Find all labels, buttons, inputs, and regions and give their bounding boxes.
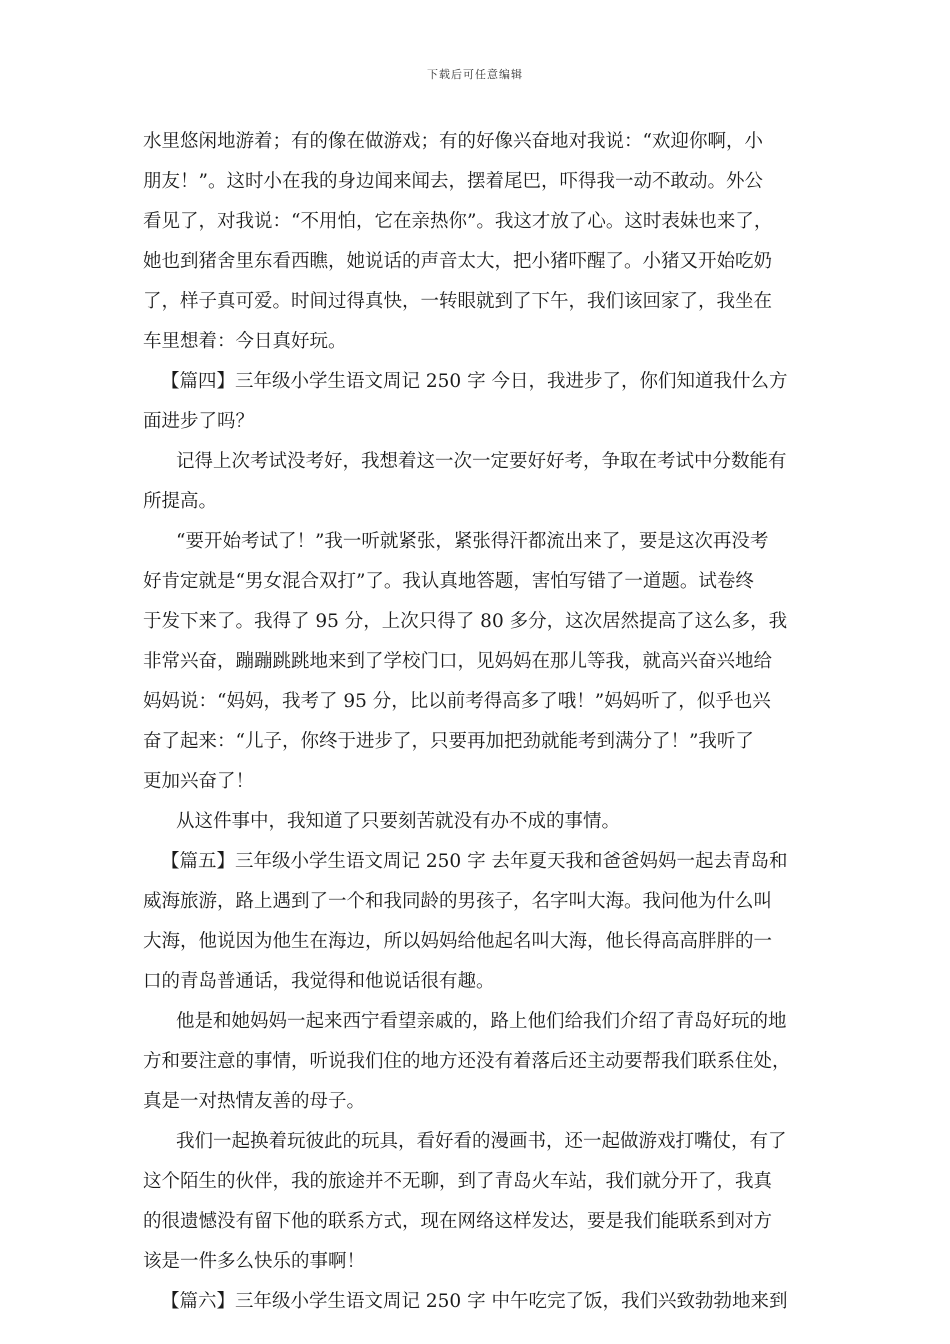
text-line: 威海旅游，路上遇到了一个和我同龄的男孩子，名字叫大海。我问他为什么叫: [143, 891, 773, 912]
text-line: 【篇四】三年级小学生语文周记 250 字 今日，我进步了，你们知道我什么方: [161, 371, 788, 392]
text-line: 真是一对热情友善的母子。: [143, 1091, 366, 1112]
document-body: [143, 122, 813, 1322]
text-line: 所提高。: [143, 491, 218, 512]
text-line: 他是和她妈妈一起来西宁看望亲戚的，路上他们给我们介绍了青岛好玩的地: [176, 1011, 787, 1032]
text-line: 记得上次考试没考好，我想着这一次一定要好好考，争取在考试中分数能有: [176, 451, 787, 472]
text-line: 该是一件多么快乐的事啊！: [143, 1251, 366, 1272]
text-line: 她也到猪舍里东看西瞧，她说话的声音太大，把小猪吓醒了。小猪又开始吃奶: [143, 251, 773, 272]
text-line: 水里悠闲地游着；有的像在做游戏；有的好像兴奋地对我说：“欢迎你啊，小: [143, 131, 763, 152]
text-line: 更加兴奋了！: [143, 771, 255, 792]
text-line: 口的青岛普通话，我觉得和他说话很有趣。: [143, 971, 495, 992]
text-line: 的很遗憾没有留下他的联系方式，现在网络这样发达，要是我们能联系到对方: [143, 1211, 773, 1232]
text-line: 车里想着：今日真好玩。: [143, 331, 347, 352]
text-line: 于发下来了。我得了 95 分，上次只得了 80 多分，这次居然提高了这么多，我: [143, 611, 788, 632]
text-line: 看见了，对我说：“不用怕，它在亲热你”。我这才放了心。这时表妹也来了，: [143, 211, 773, 232]
text-line: 奋了起来：“儿子，你终于进步了，只要再加把劲就能考到满分了！”我听了: [143, 731, 754, 752]
text-line: 【篇六】三年级小学生语文周记 250 字 中午吃完了饭，我们兴致勃勃地来到: [161, 1291, 788, 1312]
text-line: 我们一起换着玩彼此的玩具，看好看的漫画书，还一起做游戏打嘴仗，有了: [176, 1131, 787, 1152]
text-line: 面进步了吗？: [143, 411, 255, 432]
page-header: 下载后可任意编辑: [427, 68, 523, 81]
text-line: 了，样子真可爱。时间过得真快，一转眼就到了下午，我们该回家了，我坐在: [143, 291, 773, 312]
text-line: 妈妈说：“妈妈，我考了 95 分，比以前考得高多了哦！”妈妈听了，似乎也兴: [143, 691, 771, 712]
text-line: 好肯定就是“男女混合双打”了。我认真地答题，害怕写错了一道题。试卷终: [143, 571, 754, 592]
text-line: “要开始考试了！”我一听就紧张，紧张得汗都流出来了，要是这次再没考: [176, 531, 769, 552]
text-line: 【篇五】三年级小学生语文周记 250 字 去年夏天我和爸爸妈妈一起去青岛和: [161, 851, 788, 872]
text-line: 从这件事中，我知道了只要刻苦就没有办不成的事情。: [176, 811, 621, 832]
text-line: 这个陌生的伙伴，我的旅途并不无聊，到了青岛火车站，我们就分开了，我真: [143, 1171, 773, 1192]
text-line: 大海，他说因为他生在海边，所以妈妈给他起名叫大海，他长得高高胖胖的一: [143, 931, 773, 952]
text-line: 朋友！”。这时小在我的身边闻来闻去，摆着尾巴，吓得我一动不敢动。外公: [143, 171, 763, 192]
text-line: 方和要注意的事情，听说我们住的地方还没有着落后还主动要帮我们联系住处，: [143, 1051, 791, 1072]
text-line: 非常兴奋，蹦蹦跳跳地来到了学校门口，见妈妈在那儿等我，就高兴奋兴地给: [143, 651, 773, 672]
